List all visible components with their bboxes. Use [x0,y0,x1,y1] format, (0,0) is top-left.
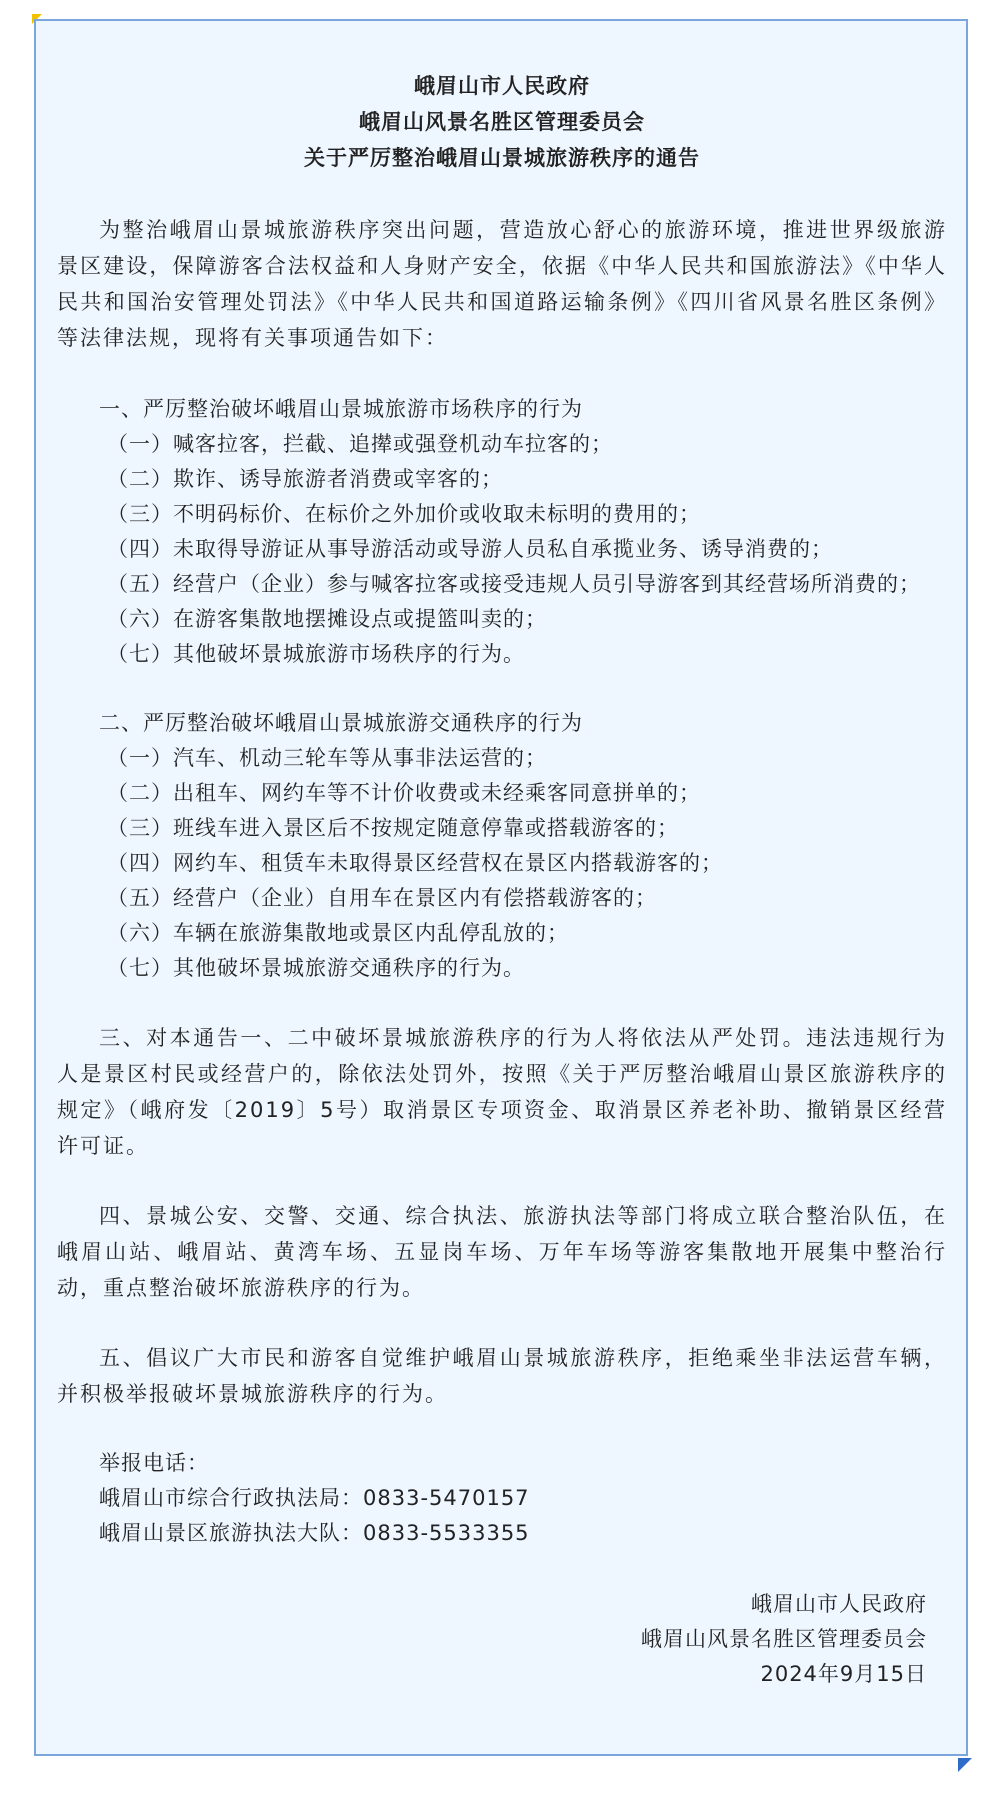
list-item: （七）其他破坏景城旅游交通秩序的行为。 [107,956,525,980]
list-item: （一）喊客拉客，拦截、追撵或强登机动车拉客的； [107,432,613,456]
list-item: （五）经营户（企业）自用车在景区内有偿搭载游客的； [107,886,657,910]
intro-paragraph: 为整治峨眉山景城旅游秩序突出问题，营造放心舒心的旅游环境，推进世界级旅游景区建设，保障游客合法权益和人身财产安全，依据《中华人民共和国旅游法》《中华人民共和国治安管理处罚法》《中华人民共和国道路运输条例》《四川省风景名胜区条例》等法律法规，现将有关事项通告如下： [57,218,947,350]
list-item: （五）经营户（企业）参与喊客拉客或接受违规人员引导游客到其经营场所消费的； [107,572,921,596]
section-heading: 一、严厉整治破坏峨眉山景城旅游市场秩序的行为 [99,397,583,421]
section-paragraph: 三、对本通告一、二中破坏景城旅游秩序的行为人将依法从严处罚。违法违规行为人是景区村民或经营户的，除依法处罚外，按照《关于严厉整治峨眉山景区旅游秩序的规定》（峨府发〔2019〕5号）取消景区专项资金、取消景区养老补助、撤销景区经营许可证。 [57,1026,947,1158]
hotline-entry: 峨眉山市综合行政执法局：0833-5470157 [99,1486,530,1510]
list-item: （二）出租车、网约车等不计价收费或未经乘客同意拼单的； [107,781,701,805]
list-item: （三）不明码标价、在标价之外加价或收取未标明的费用的； [107,502,701,526]
signature-org: 峨眉山风景名胜区管理委员会 [641,1627,927,1651]
list-item: （六）车辆在旅游集散地或景区内乱停乱放的； [107,921,569,945]
list-item: （二）欺诈、诱导旅游者消费或宰客的； [107,467,503,491]
section-paragraph: 五、倡议广大市民和游客自觉维护峨眉山景城旅游秩序，拒绝乘坐非法运营车辆，并积极举报破坏景城旅游秩序的行为。 [57,1346,947,1406]
list-item: （七）其他破坏景城旅游市场秩序的行为。 [107,642,525,666]
issuer-title: 峨眉山风景名胜区管理委员会 [359,110,645,134]
list-item: （一）汽车、机动三轮车等从事非法运营的； [107,746,547,770]
section-heading: 二、严厉整治破坏峨眉山景城旅游交通秩序的行为 [99,711,583,735]
signature-date: 2024年9月15日 [760,1662,927,1686]
hotline-entry: 峨眉山景区旅游执法大队：0833-5533355 [99,1521,530,1545]
notice-content [57,68,947,1692]
list-item: （四）网约车、租赁车未取得景区经营权在景区内搭载游客的； [107,851,723,875]
corner-decoration [958,1758,972,1772]
hotline-label: 举报电话： [99,1451,209,1475]
section-paragraph: 四、景城公安、交警、交通、综合执法、旅游执法等部门将成立联合整治队伍，在峨眉山站、峨眉站、黄湾车场、五显岗车场、万年车场等游客集散地开展集中整治行动，重点整治破坏旅游秩序的行为。 [57,1204,947,1300]
list-item: （六）在游客集散地摆摊设点或提篮叫卖的； [107,607,547,631]
issuer-title: 峨眉山市人民政府 [414,74,590,98]
list-item: （四）未取得导游证从事导游活动或导游人员私自承揽业务、诱导消费的； [107,537,833,561]
signature-org: 峨眉山市人民政府 [751,1592,927,1616]
list-item: （三）班线车进入景区后不按规定随意停靠或搭载游客的； [107,816,679,840]
notice-title: 关于严厉整治峨眉山景城旅游秩序的通告 [304,146,700,170]
